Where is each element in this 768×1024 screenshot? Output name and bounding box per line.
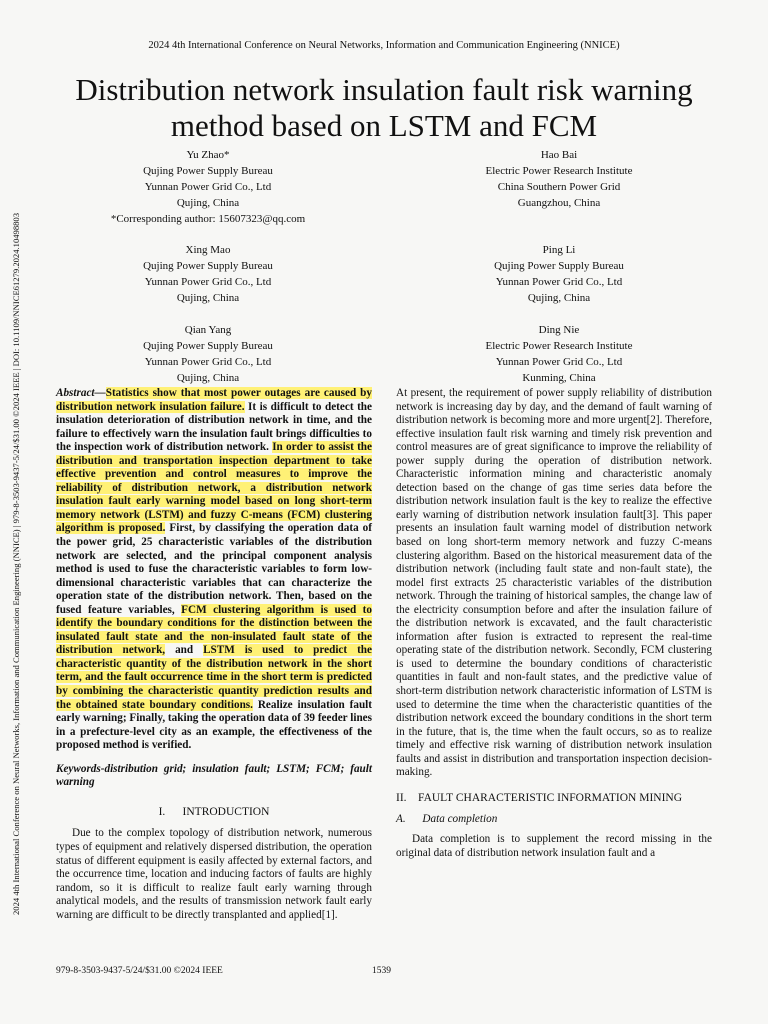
author-affiliation: Yunnan Power Grid Co., Ltd (495, 356, 623, 368)
author-location: Qujing, China (176, 292, 240, 304)
author-affiliation: Electric Power Research Institute (485, 340, 633, 352)
body-paragraph: At present, the requirement of power supply reliability of distribution network is increasing day by day, and the demand of fault warning of distribution network is becoming more and more urgent[2]. Therefore, effective insulation fault risk warning and timely risk prevention and control measures are of great significance to improve the reliability of power supply during the operation of distribution network. Characteristic information mining and characteristic anomaly detection based on the change of gas time series data before the distribution network insulation fault is the key to realize the effective early warning of distribution network insulation fault[3]. This paper presents an insulation fault warning model of distribution network based on long short-term memory network and fuzzy C-means clustering algorithm. Based on the historical measurement data of the distribution network (including fault state and non-fault state), the model first extracts 25 characteristic variables of the distribution network. Through the training of historical samples, the change law of the electricity consumption before and after the insulation failure of the distribution network is excavated, and the fault characteristic information after fusion is extracted to represent the real-time operating state of the distribution network. Secondly, FCM clustering is used to determine the boundary conditions of characteristic quantities in fault and non-fault states, and the predictive value of short-term distribution network characteristic information of LSTM is used to determine the time when the characteristic quantities of the distribution network exceed the boundary conditions in the short term in the future, that is, the time when the fault occurs, so as to realize timely and effective risk warning of distribution network insulation faults and assist in distribution and transportation inspection decision-making. (396, 387, 712, 779)
abstract-highlight: Statistics show that most power outages are caused by distribution network insulation failure. (56, 387, 372, 413)
author-affiliation: Yunnan Power Grid Co., Ltd (144, 276, 272, 288)
author-name: Xing Mao (185, 244, 231, 256)
page-number: 1539 (372, 966, 391, 976)
author-affiliation: Yunnan Power Grid Co., Ltd (144, 181, 272, 193)
side-citation (11, 115, 25, 915)
author-block (58, 147, 358, 227)
paper-title: Distribution network insulation fault risk warning method based on LSTM and FCM (75, 72, 693, 143)
abstract-text: It is difficult to detect the insulation deterioration of distribution network in time, and the failure to effectively warn the insulation fault brings difficulties to the inspection work of distribution network. (56, 400, 372, 454)
author-affiliation: Qujing Power Supply Bureau (143, 260, 273, 272)
author-name: Ping Li (542, 244, 576, 256)
author-block (409, 322, 709, 386)
author-affiliation: Qujing Power Supply Bureau (143, 165, 273, 177)
subsection-heading-data-completion: A. Data completion (396, 813, 498, 826)
author-name: Qian Yang (184, 324, 232, 336)
abstract (56, 387, 372, 753)
section-heading-introduction: I. INTRODUCTION (158, 805, 270, 818)
left-column (56, 387, 372, 922)
author-contact: *Corresponding author: 15607323@qq.com (110, 213, 306, 225)
author-name: Ding Nie (538, 324, 580, 336)
section-heading-fault-mining: II. FAULT CHARACTERISTIC INFORMATION MINING (396, 791, 683, 804)
author-location: Qujing, China (527, 292, 591, 304)
abstract-highlight: In order to assist the distribution and transportation inspection department to take effective prevention and control measures to improve the reliability of distribution network, a distribution network insulation fault early warning model based on long short-term memory network (LSTM) and fuzzy C-means (FCM) clustering algorithm is proposed. (56, 441, 372, 535)
author-affiliation: Yunnan Power Grid Co., Ltd (144, 356, 272, 368)
author-location: Qujing, China (176, 372, 240, 384)
author-block (409, 147, 709, 211)
author-affiliation: Qujing Power Supply Bureau (494, 260, 624, 272)
author-name: Yu Zhao* (186, 149, 230, 161)
introduction-paragraph: Due to the complex topology of distribution network, numerous types of equipment and relatively dispersed distribution, the operation status of different equipment is easily affected by external factors, and the occurrence time, location and inducing factors of faults are highly random, so it is difficult to realize fault early warning through analytical models, and the results of transmission network fault early warning are difficult to be directly transplanted and applied[1]. (56, 827, 372, 921)
data-completion-paragraph: Data completion is to supplement the record missing in the original data of distribution network insulation fault and a (396, 832, 712, 859)
abstract-text: First, by classifying the operation data of the power grid, 25 characteristic variables of the distribution network are selected, and the principal component analysis method is used to fuse the characteristic variables to form low-dimensional characteristic variables that can characterize the operation state of the distribution network. Then, based on the fused feature variables, (56, 522, 372, 616)
footer-copyright: 979-8-3503-9437-5/24/$31.00 ©2024 IEEE (56, 966, 223, 976)
author-location: Kunming, China (522, 372, 596, 384)
author-block (409, 242, 709, 306)
author-block (58, 242, 358, 306)
author-affiliation: Electric Power Research Institute (485, 165, 633, 177)
conference-header: 2024 4th International Conference on Neural Networks, Information and Communication Engineering (NNICE) (148, 40, 620, 51)
author-location: Qujing, China (176, 197, 240, 209)
abstract-highlight: LSTM is used to predict the characteristic quantity of the distribution network in the short term, and the fault occurrence time in the short term is predicted by combining the characteristic quantity prediction results and the obtained state boundary conditions. (56, 644, 372, 711)
author-affiliation: Qujing Power Supply Bureau (143, 340, 273, 352)
abstract-lead: Abstract— (56, 387, 106, 399)
right-column (396, 387, 712, 860)
author-block (58, 322, 358, 386)
abstract-text: Realize insulation fault early warning; Finally, taking the operation data of 39 feeder lines in a prefecture-level city as an example, the effectiveness of the proposed method is verified. (56, 698, 372, 752)
author-affiliation: China Southern Power Grid (497, 181, 621, 193)
author-location: Guangzhou, China (517, 197, 601, 209)
side-citation-text: 2024 4th International Conference on Neural Networks, Information and Communication Engineering (NNICE) | 979-8-3503-9437-5/24/$31.00 ©2024 IEEE | DOI: 10.1109/NNICE61279.2024.10498803 (11, 212, 21, 915)
abstract-highlight: FCM clustering algorithm is used to identify the boundary conditions for the distinction between the insulated fault state and the non-insulated fault state of the distribution network, (56, 603, 372, 657)
author-name: Hao Bai (540, 149, 578, 161)
abstract-text: and (165, 644, 204, 657)
author-affiliation: Yunnan Power Grid Co., Ltd (495, 276, 623, 288)
keywords: Keywords-distribution grid; insulation fault; LSTM; FCM; fault warning (56, 762, 372, 789)
